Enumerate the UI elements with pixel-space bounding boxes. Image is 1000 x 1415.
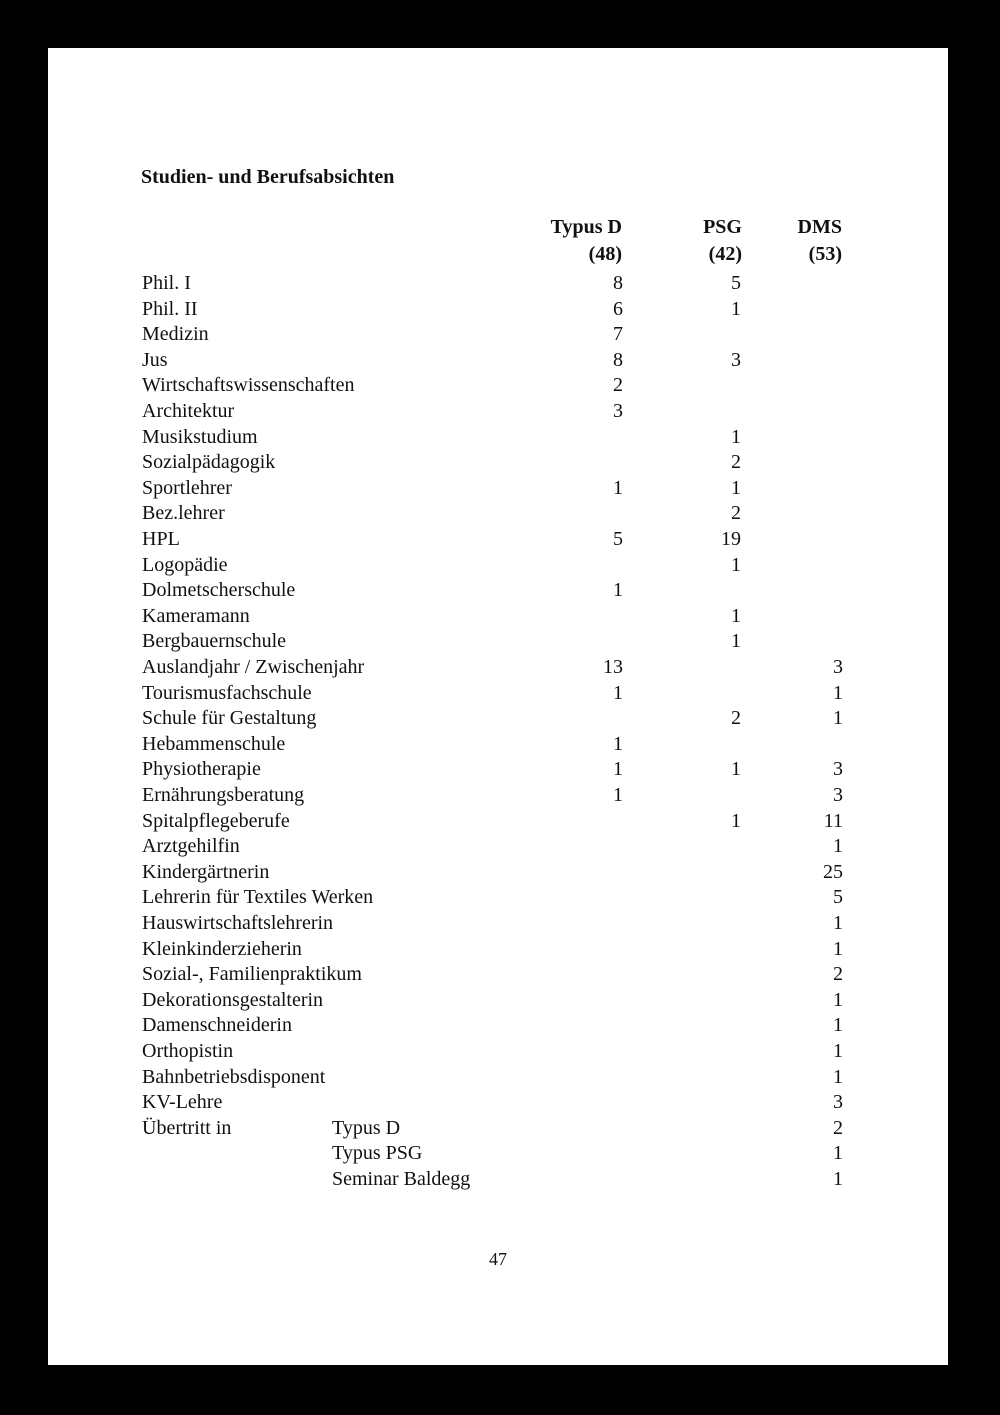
cell-psg: 1 [731, 758, 741, 781]
column-count: (42) [708, 243, 742, 265]
cell-dms: 1 [833, 1065, 843, 1088]
column-header-typus-d [522, 214, 622, 268]
document-page [48, 48, 948, 1365]
column-count: (48) [588, 243, 622, 265]
row-label: Phil. II [142, 297, 198, 320]
cell-dms: 5 [833, 886, 843, 909]
row-label: Phil. I [142, 272, 191, 294]
row-label: KV-Lehre [142, 1091, 223, 1114]
cell-dms: 1 [833, 1040, 843, 1062]
cell-psg: 5 [731, 272, 741, 294]
row-sublabel: Typus PSG [332, 1142, 423, 1165]
cell-dms: 1 [833, 1014, 843, 1037]
cell-typus-d: 1 [613, 732, 623, 755]
cell-psg: 1 [731, 297, 741, 320]
row-label: Bez.lehrer [142, 502, 225, 525]
column-name: DMS [797, 216, 842, 238]
row-label: Übertritt in [142, 1116, 232, 1139]
row-label: HPL [142, 528, 180, 550]
row-label: Ernährungsberatung [142, 784, 305, 806]
column-header-dms [742, 214, 842, 268]
column-count: (53) [808, 243, 842, 265]
row-label: Damenschneiderin [142, 1014, 292, 1037]
cell-dms: 3 [833, 784, 843, 806]
page-title: Studien- und Berufsabsichten [141, 166, 395, 188]
row-label: Wirtschaftswissenschaften [142, 374, 355, 397]
row-label: Musikstudium [142, 425, 258, 448]
row-label: Dekorationsgestalterin [142, 988, 324, 1011]
cell-dms: 1 [833, 912, 843, 934]
cell-typus-d: 7 [613, 323, 623, 346]
row-label: Kameramann [142, 604, 250, 627]
row-label: Auslandjahr / Zwischenjahr [142, 656, 365, 678]
row-label: Bahnbetriebsdisponent [142, 1065, 326, 1088]
cell-dms: 1 [833, 835, 843, 858]
row-label: Orthopistin [142, 1040, 234, 1062]
cell-psg: 2 [731, 502, 741, 525]
cell-psg: 1 [731, 630, 741, 653]
row-label: Sozialpädagogik [142, 451, 276, 474]
cell-typus-d: 13 [603, 656, 623, 678]
column-name: Typus D [550, 216, 622, 238]
row-sublabel: Seminar Baldegg [332, 1168, 471, 1190]
cell-dms: 25 [823, 860, 843, 883]
column-header-psg [642, 214, 742, 268]
cell-typus-d: 1 [613, 681, 623, 704]
row-label: Arztgehilfin [142, 835, 240, 858]
row-label: Schule für Gestaltung [142, 707, 317, 730]
cell-dms: 1 [833, 1168, 843, 1190]
row-label: Physiotherapie [142, 758, 261, 781]
cell-typus-d: 8 [613, 348, 623, 371]
cell-typus-d: 3 [613, 400, 623, 422]
cell-psg: 1 [731, 604, 741, 627]
cell-typus-d: 1 [613, 784, 623, 806]
cell-psg: 3 [731, 348, 741, 371]
cell-typus-d: 8 [613, 272, 623, 294]
cell-psg: 1 [731, 553, 741, 576]
cell-dms: 3 [833, 758, 843, 781]
column-name: PSG [703, 216, 742, 238]
cell-dms: 1 [833, 707, 843, 730]
row-label: Architektur [142, 400, 235, 422]
row-label: Sportlehrer [142, 476, 232, 499]
cell-psg: 1 [731, 809, 741, 832]
cell-typus-d: 1 [613, 476, 623, 499]
cell-dms: 1 [833, 1142, 843, 1165]
row-label: Hauswirtschaftslehrerin [142, 912, 334, 934]
cell-dms: 2 [833, 1116, 843, 1139]
row-label: Spitalpflegeberufe [142, 809, 290, 832]
row-label: Kindergärtnerin [142, 860, 270, 883]
cell-dms: 1 [833, 937, 843, 960]
row-label: Sozial-, Familienpraktikum [142, 963, 362, 986]
cell-dms: 3 [833, 656, 843, 678]
row-sublabel: Typus D [332, 1116, 401, 1139]
cell-dms: 11 [823, 809, 843, 832]
row-label: Medizin [142, 323, 209, 346]
cell-psg: 2 [731, 707, 741, 730]
row-label: Lehrerin für Textiles Werken [142, 886, 374, 909]
cell-typus-d: 1 [613, 579, 623, 602]
row-label: Tourismusfachschule [142, 681, 312, 704]
cell-dms: 2 [833, 963, 843, 986]
cell-psg: 1 [731, 476, 741, 499]
page-number: 47 [489, 1249, 507, 1269]
cell-typus-d: 5 [613, 528, 623, 550]
cell-psg: 2 [731, 451, 741, 474]
row-label: Kleinkinderzieherin [142, 937, 302, 960]
cell-psg: 19 [721, 528, 741, 550]
cell-dms: 1 [833, 681, 843, 704]
cell-typus-d: 1 [613, 758, 623, 781]
cell-dms: 3 [833, 1091, 843, 1114]
cell-psg: 1 [731, 425, 741, 448]
row-label: Jus [142, 348, 168, 371]
row-label: Hebammenschule [142, 732, 286, 755]
row-label: Bergbauernschule [142, 630, 287, 653]
row-label: Dolmetscherschule [142, 579, 296, 602]
cell-dms: 1 [833, 988, 843, 1011]
row-label: Logopädie [142, 553, 228, 576]
cell-typus-d: 6 [613, 297, 623, 320]
cell-typus-d: 2 [613, 374, 623, 397]
